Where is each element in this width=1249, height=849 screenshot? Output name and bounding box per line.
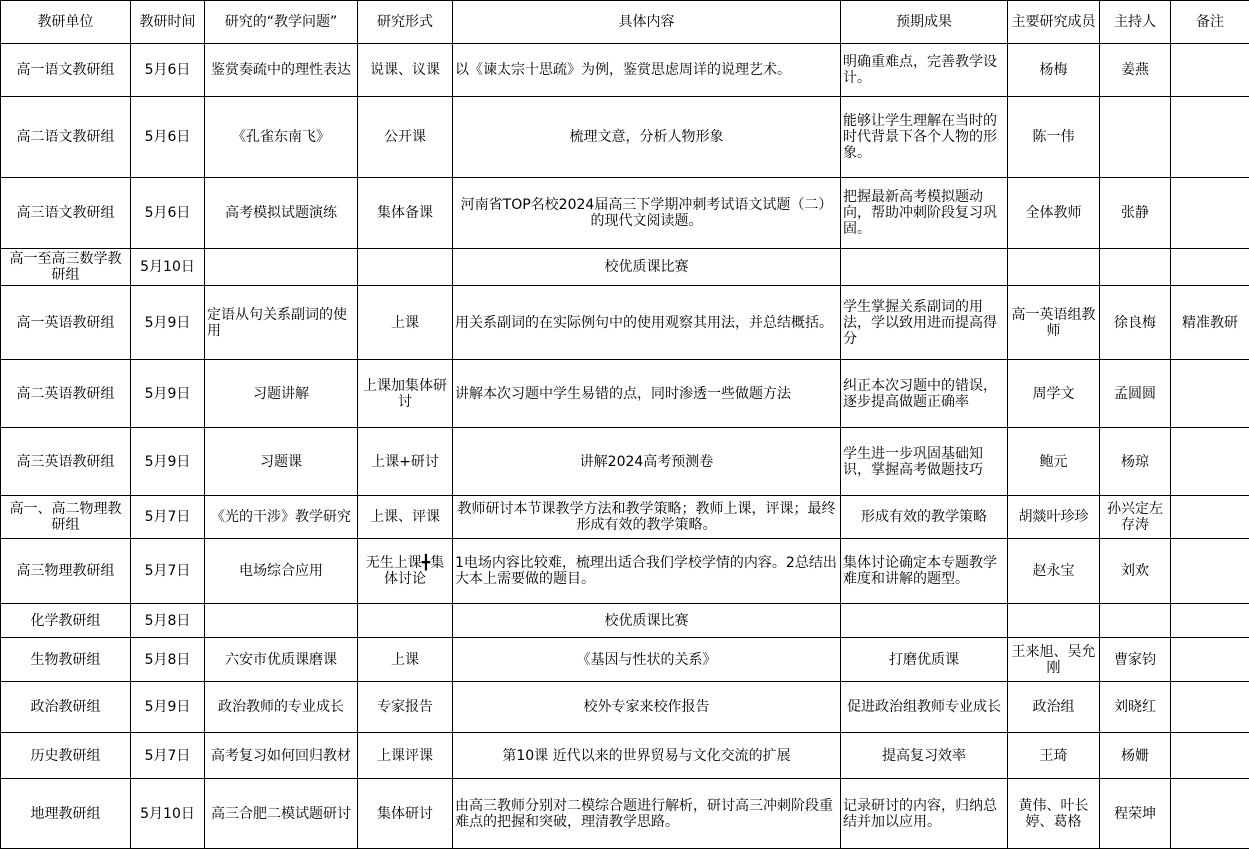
cell-note: [1171, 178, 1249, 249]
cell-host: 曹家钧: [1100, 638, 1171, 682]
cell-unit: 高二英语教研组: [1, 360, 131, 428]
table-row: [1, 178, 1249, 249]
table-row: [1, 733, 1249, 779]
cell-date: 5月7日: [131, 539, 205, 604]
cell-content: 以《谏太宗十思疏》为例，鉴赏思虑周详的说理艺术。: [453, 44, 841, 97]
cell-outcome: 提高复习效率: [841, 733, 1008, 779]
cell-unit: 高一至高三数学教研组: [1, 249, 131, 286]
cell-form: 上课+研讨: [358, 428, 453, 496]
cell-content: 梳理文意，分析人物形象: [453, 97, 841, 178]
cell-date: 5月8日: [131, 638, 205, 682]
header-members: 主要研究成员: [1008, 1, 1100, 44]
cell-outcome: 把握最新高考模拟题动向，帮助冲刺阶段复习巩固。: [841, 178, 1008, 249]
cell-problem: 定语从句关系副词的使用: [205, 286, 358, 360]
header-form: 研究形式: [358, 1, 453, 44]
table-row: [1, 496, 1249, 539]
cell-content: 1电场内容比较难，梳理出适合我们学校学情的内容。2总结出大本上需要做的题目。: [453, 539, 841, 604]
cell-problem: 《光的干涉》教学研究: [205, 496, 358, 539]
cell-date: 5月6日: [131, 44, 205, 97]
cell-host: 杨琼: [1100, 428, 1171, 496]
cell-host: 张静: [1100, 178, 1171, 249]
cell-note: [1171, 779, 1249, 849]
table-row: [1, 428, 1249, 496]
cell-content: 校优质课比赛: [453, 249, 841, 286]
header-content: 具体内容: [453, 1, 841, 44]
header-outcome: 预期成果: [841, 1, 1008, 44]
cell-host: 刘晓红: [1100, 682, 1171, 733]
cell-outcome: [841, 604, 1008, 638]
cell-outcome: 学生掌握关系副词的用法，学以致用进而提高得分: [841, 286, 1008, 360]
table-row: [1, 638, 1249, 682]
cell-problem: [205, 249, 358, 286]
cell-host: 孙兴定左存涛: [1100, 496, 1171, 539]
cell-outcome: 明确重难点，完善教学设计。: [841, 44, 1008, 97]
cell-outcome: 促进政治组教师专业成长: [841, 682, 1008, 733]
cell-members: 王琦: [1008, 733, 1100, 779]
cell-host: 程荣坤: [1100, 779, 1171, 849]
cell-content: 用关系副词的在实际例句中的使用观察其用法，并总结概括。: [453, 286, 841, 360]
cell-members: 周学文: [1008, 360, 1100, 428]
cell-problem: 政治教师的专业成长: [205, 682, 358, 733]
cell-problem: 高三合肥二模试题研讨: [205, 779, 358, 849]
cell-form: 无生上课╋集体讨论: [358, 539, 453, 604]
cell-date: 5月9日: [131, 682, 205, 733]
cell-host: 姜燕: [1100, 44, 1171, 97]
cell-note: [1171, 682, 1249, 733]
cell-host: [1100, 604, 1171, 638]
cell-form: 上课评课: [358, 733, 453, 779]
cell-form: 集体研讨: [358, 779, 453, 849]
cell-unit: 高三语文教研组: [1, 178, 131, 249]
cell-outcome: 集体讨论确定本专题教学难度和讲解的题型。: [841, 539, 1008, 604]
cell-note: [1171, 733, 1249, 779]
cell-members: [1008, 604, 1100, 638]
cell-unit: 高三英语教研组: [1, 428, 131, 496]
header-host: 主持人: [1100, 1, 1171, 44]
cell-problem: 高考复习如何回归教材: [205, 733, 358, 779]
cell-outcome: 形成有效的教学策略: [841, 496, 1008, 539]
cell-content: 校外专家来校作报告: [453, 682, 841, 733]
cell-date: 5月7日: [131, 733, 205, 779]
header-date: 教研时间: [131, 1, 205, 44]
cell-problem: 高考模拟试题演练: [205, 178, 358, 249]
table-row: [1, 97, 1249, 178]
cell-members: 鲍元: [1008, 428, 1100, 496]
cell-form: 上课、评课: [358, 496, 453, 539]
cell-content: 《基因与性状的关系》: [453, 638, 841, 682]
cell-host: [1100, 249, 1171, 286]
cell-note: [1171, 249, 1249, 286]
cell-problem: [205, 604, 358, 638]
cell-members: 胡燚叶珍珍: [1008, 496, 1100, 539]
cell-content: 由高三教师分别对二模综合题进行解析，研讨高三冲刺阶段重难点的把握和突破，理清教学思路。: [453, 779, 841, 849]
header-row: [1, 1, 1249, 44]
cell-outcome: 纠正本次习题中的错误，逐步提高做题正确率: [841, 360, 1008, 428]
cell-content: 第10课 近代以来的世界贸易与文化交流的扩展: [453, 733, 841, 779]
cell-unit: 高二语文教研组: [1, 97, 131, 178]
cell-date: 5月9日: [131, 428, 205, 496]
cell-outcome: 记录研讨的内容，归纳总结并加以应用。: [841, 779, 1008, 849]
cell-note: [1171, 539, 1249, 604]
cell-host: 杨姗: [1100, 733, 1171, 779]
cell-unit: 历史教研组: [1, 733, 131, 779]
cell-host: 徐良梅: [1100, 286, 1171, 360]
table-row: [1, 286, 1249, 360]
cell-problem: 电场综合应用: [205, 539, 358, 604]
cell-members: 杨梅: [1008, 44, 1100, 97]
cell-content: 河南省TOP名校2024届高三下学期冲刺考试语文试题（二）的现代文阅读题。: [453, 178, 841, 249]
table-row: [1, 604, 1249, 638]
cell-note: [1171, 44, 1249, 97]
cell-unit: 地理教研组: [1, 779, 131, 849]
cell-date: 5月8日: [131, 604, 205, 638]
cell-note: [1171, 604, 1249, 638]
cell-note: [1171, 428, 1249, 496]
table-row: [1, 539, 1249, 604]
table-row: [1, 360, 1249, 428]
cell-date: 5月9日: [131, 286, 205, 360]
cell-host: [1100, 97, 1171, 178]
cell-date: 5月7日: [131, 496, 205, 539]
cell-form: 上课: [358, 286, 453, 360]
cell-members: [1008, 249, 1100, 286]
table-row: [1, 779, 1249, 849]
cell-form: 专家报告: [358, 682, 453, 733]
cell-members: 黄伟、叶长婷、葛格: [1008, 779, 1100, 849]
cell-unit: 高一、高二物理教研组: [1, 496, 131, 539]
cell-form: 公开课: [358, 97, 453, 178]
cell-unit: 政治教研组: [1, 682, 131, 733]
cell-outcome: 能够让学生理解在当时的时代背景下各个人物的形象。: [841, 97, 1008, 178]
cell-problem: 《孔雀东南飞》: [205, 97, 358, 178]
table-row: [1, 682, 1249, 733]
cell-problem: 习题讲解: [205, 360, 358, 428]
cell-date: 5月6日: [131, 97, 205, 178]
cell-date: 5月6日: [131, 178, 205, 249]
cell-members: 政治组: [1008, 682, 1100, 733]
cell-note: [1171, 97, 1249, 178]
cell-content: 教师研讨本节课教学方法和教学策略；教师上课，评课；最终形成有效的教学策略。: [453, 496, 841, 539]
cell-members: 高一英语组教师: [1008, 286, 1100, 360]
cell-unit: 高一语文教研组: [1, 44, 131, 97]
cell-date: 5月10日: [131, 249, 205, 286]
cell-date: 5月10日: [131, 779, 205, 849]
cell-form: 集体备课: [358, 178, 453, 249]
cell-host: 刘欢: [1100, 539, 1171, 604]
cell-host: 孟圆圆: [1100, 360, 1171, 428]
cell-content: 讲解本次习题中学生易错的点，同时渗透一些做题方法: [453, 360, 841, 428]
cell-members: 全体教师: [1008, 178, 1100, 249]
cell-members: 王来旭、吴允刚: [1008, 638, 1100, 682]
cell-unit: 化学教研组: [1, 604, 131, 638]
cell-members: 赵永宝: [1008, 539, 1100, 604]
cell-content: 讲解2024高考预测卷: [453, 428, 841, 496]
cell-form: 说课、议课: [358, 44, 453, 97]
cell-problem: 习题课: [205, 428, 358, 496]
cell-unit: 高一英语教研组: [1, 286, 131, 360]
cell-unit: 生物教研组: [1, 638, 131, 682]
cell-content: 校优质课比赛: [453, 604, 841, 638]
cell-outcome: 打磨优质课: [841, 638, 1008, 682]
cell-problem: 鉴赏奏疏中的理性表达: [205, 44, 358, 97]
cell-date: 5月9日: [131, 360, 205, 428]
cell-form: 上课加集体研讨: [358, 360, 453, 428]
cell-problem: 六安市优质课磨课: [205, 638, 358, 682]
cell-form: [358, 249, 453, 286]
cell-form: [358, 604, 453, 638]
table-row: [1, 249, 1249, 286]
cell-outcome: 学生进一步巩固基础知识，掌握高考做题技巧: [841, 428, 1008, 496]
table-row: [1, 44, 1249, 97]
cell-form: 上课: [358, 638, 453, 682]
header-unit: 教研单位: [1, 1, 131, 44]
cell-note: [1171, 638, 1249, 682]
header-note: 备注: [1171, 1, 1249, 44]
cell-members: 陈一伟: [1008, 97, 1100, 178]
cell-unit: 高三物理教研组: [1, 539, 131, 604]
cell-note: 精准教研: [1171, 286, 1249, 360]
cell-note: [1171, 496, 1249, 539]
cell-outcome: [841, 249, 1008, 286]
header-problem: 研究的“教学问题”: [205, 1, 358, 44]
cell-note: [1171, 360, 1249, 428]
